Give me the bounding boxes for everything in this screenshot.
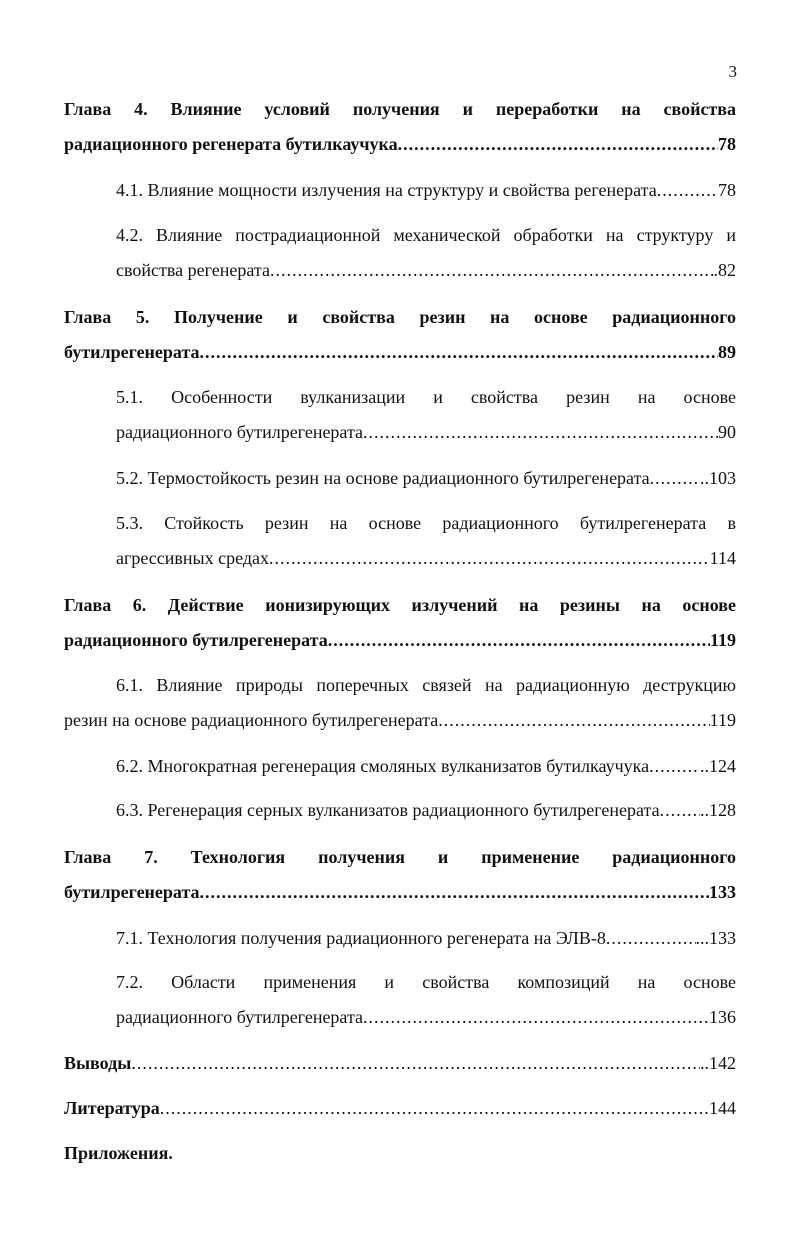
leader-dots [200, 341, 718, 363]
toc-conclusions-title: Выводы [64, 1053, 132, 1073]
toc-literature-entry [64, 1097, 736, 1119]
leader-dots [363, 421, 718, 443]
toc-chapter-4-title-line2: радиационного регенерата бутилкаучука [64, 134, 398, 154]
toc-section-6-1-page: 119 [709, 710, 736, 730]
toc-section-4-2-title-line1: 4.2. Влияние пострадиационной механической обработки на структуру и [116, 225, 736, 245]
toc-chapter-5-title-line2: бутилрегенерата [64, 342, 200, 362]
leader-dots [650, 467, 700, 489]
leader-dots [606, 927, 696, 949]
toc-section-5-3-title-line2: агрессивных средах [116, 548, 270, 568]
toc-chapter-6-title-line2: радиационного бутилрегенерата [64, 630, 328, 650]
toc-section-7-2-title-line1: 7.2. Области применения и свойства композиций на основе [116, 972, 736, 992]
toc-section-6-3-entry [116, 799, 736, 821]
toc-chapter-6-title-line1: Глава 6. Действие ионизирующих излучений на резины на основе [64, 595, 736, 615]
leader-dots [269, 547, 710, 569]
toc-appendices-title: Приложения. [64, 1143, 173, 1163]
toc-chapter-5-entry [64, 341, 736, 363]
toc-conclusions-page: ..142 [700, 1053, 736, 1073]
toc-chapter-6-entry [64, 629, 736, 651]
toc-chapter-4-entry [64, 133, 736, 155]
toc-section-6-3-title: 6.3. Регенерация серных вулканизатов радиационного бутилрегенерата [116, 800, 660, 820]
leader-dots [200, 881, 709, 903]
toc-chapter-7-title-line2: бутилрегенерата [64, 882, 200, 902]
leader-dots [131, 1052, 700, 1074]
leader-dots [438, 709, 709, 731]
toc-chapter-4-title-line1: Глава 4. Влияние условий получения и переработки на свойства [64, 99, 736, 119]
toc-section-6-2-page: ..124 [700, 756, 736, 776]
toc-section-6-2-title: 6.2. Многократная регенерация смоляных вулканизатов бутилкаучука [116, 756, 650, 776]
toc-section-7-1-entry [116, 927, 736, 949]
toc-section-7-1-title: 7.1. Технология получения радиационного регенерата на ЭЛВ-8 [116, 928, 606, 948]
leader-dots [649, 755, 700, 777]
toc-section-6-1-entry [64, 709, 736, 731]
toc-section-5-2-page: ..103 [700, 468, 736, 488]
toc-chapter-7-title-line1: Глава 7. Технология получения и применение радиационного [64, 847, 736, 867]
leader-dots [270, 259, 714, 281]
leader-dots [363, 1006, 709, 1028]
toc-section-5-3-entry [116, 547, 736, 569]
toc-section-4-2-entry [116, 259, 736, 281]
toc-section-5-2-entry [116, 467, 736, 489]
toc-section-7-1-page: ...133 [695, 928, 736, 948]
page-number: 3 [728, 62, 737, 81]
leader-dots [657, 179, 718, 201]
toc-literature-page: 144 [709, 1098, 736, 1118]
toc-section-5-1-entry [116, 421, 736, 443]
toc-section-4-2-page: .82 [713, 260, 736, 280]
leader-dots [660, 799, 700, 821]
toc-section-5-1-title-line2: радиационного бутилрегенерата [116, 422, 364, 442]
toc-section-5-2-title: 5.2. Термостойкость резин на основе радиационного бутилрегенерата [116, 468, 650, 488]
toc-chapter-7-page: 133 [709, 882, 736, 902]
toc-section-5-1-page: 90 [718, 422, 736, 442]
toc-conclusions-entry [64, 1052, 736, 1074]
toc-section-5-3-title-line1: 5.3. Стойкость резин на основе радиационного бутилрегенерата в [116, 513, 736, 533]
toc-section-4-1-page: 78 [718, 180, 736, 200]
toc-section-7-2-entry [116, 1006, 736, 1028]
toc-section-6-3-page: ..128 [700, 800, 736, 820]
toc-chapter-5-title-line1: Глава 5. Получение и свойства резин на основе радиационного [64, 307, 736, 327]
toc-chapter-6-page: 119 [709, 630, 736, 650]
toc-section-6-1-title-line1: 6.1. Влияние природы поперечных связей на радиационную деструкцию [116, 675, 736, 695]
toc-section-4-1-title: 4.1. Влияние мощности излучения на структуру и свойства регенерата [116, 180, 657, 200]
toc-chapter-4-page: 78 [718, 134, 736, 154]
toc-section-5-3-page: 114 [709, 548, 736, 568]
toc-chapter-5-page: 89 [718, 342, 736, 362]
leader-dots [160, 1097, 709, 1119]
toc-section-6-1-title-line2: резин на основе радиационного бутилрегенерата [64, 710, 439, 730]
toc-section-4-1-entry [116, 179, 736, 201]
toc-section-5-1-title-line1: 5.1. Особенности вулканизации и свойства резин на основе [116, 387, 736, 407]
leader-dots [328, 629, 710, 651]
toc-section-7-2-page: 136 [709, 1007, 736, 1027]
toc-section-4-2-title-line2: свойства регенерата [116, 260, 270, 280]
toc-section-7-2-title-line2: радиационного бутилрегенерата [116, 1007, 364, 1027]
toc-literature-title: Литература [64, 1098, 160, 1118]
toc-chapter-7-entry [64, 881, 736, 903]
leader-dots [398, 133, 718, 155]
toc-section-6-2-entry [116, 755, 736, 777]
